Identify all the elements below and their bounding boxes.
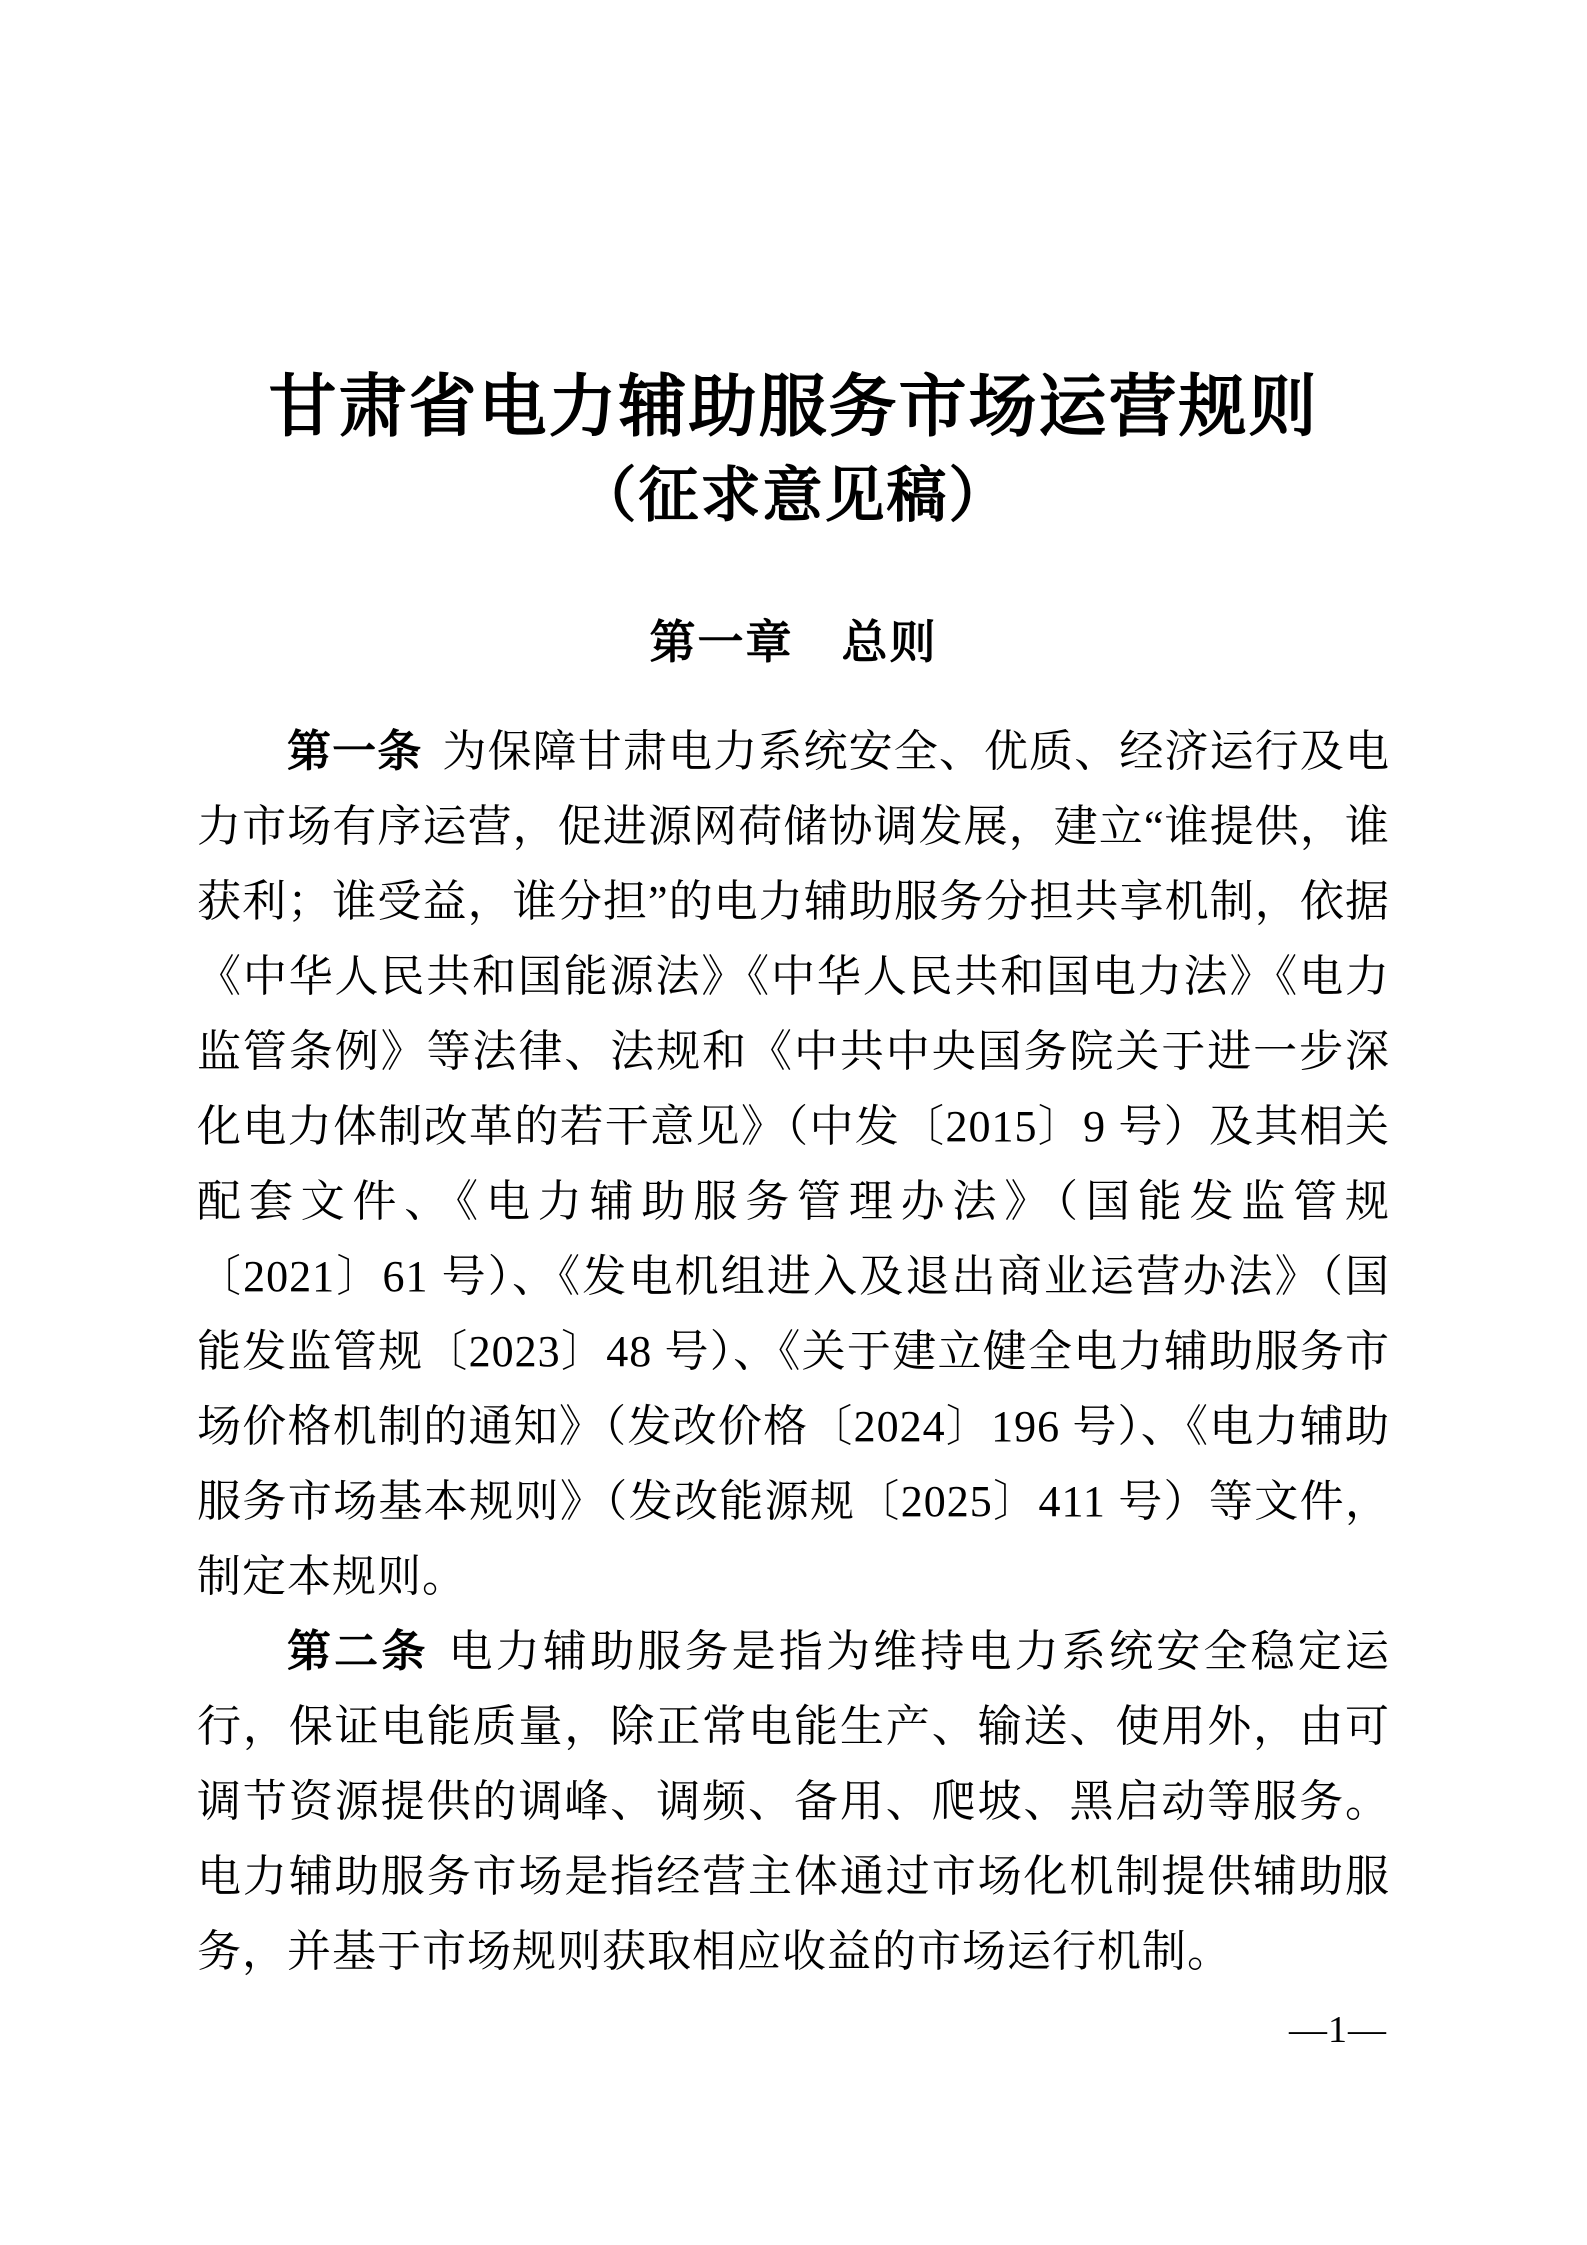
article-2-label: 第二条 xyxy=(287,1627,429,1676)
article-1-paragraph xyxy=(197,714,1390,1614)
document-title-line-1: 甘肃省电力辅助服务市场运营规则 xyxy=(268,369,1319,445)
article-2-paragraph xyxy=(197,1614,1390,1989)
article-2-text: 电力辅助服务是指为维持电力系统安全稳定运行，保证电能质量，除正常电能生产、输送、使用外，由可调节资源提供的调峰、调频、备用、爬坡、黑启动等服务。电力辅助服务市场是指经营主体通过市场化机制提供辅助服务，并基于市场规则获取相应收益的市场运行机制。 xyxy=(197,1627,1390,1976)
chapter-heading: 第一章 总则 xyxy=(649,616,938,668)
article-1-text: 为保障甘肃电力系统安全、优质、经济运行及电力市场有序运营，促进源网荷储协调发展，建立“谁提供，谁获利；谁受益，谁分担”的电力辅助服务分担共享机制，依据《中华人民共和国能源法》《中华人民共和国电力法》《电力监管条例》等法律、法规和《中共中央国务院关于进一步深化电力体制改革的若干意见》（中发〔2015〕9 号）及其相关配套文件、《电力辅助服务管理办法》（国能发监管规〔2021〕61 号）、《发电机组进入及退出商业运营办法》（国能发监管规〔2023〕48 号）、《关于建立健全电力辅助服务市场价格机制的通知》（发改价格〔2024〕196 号）、《电力辅助服务市场基本规则》（发改能源规〔2025〕411 号）等文件，制定本规则。 xyxy=(197,727,1391,1601)
document-title xyxy=(0,366,1587,540)
article-1-label: 第一条 xyxy=(287,727,423,776)
document-body xyxy=(0,714,1587,1989)
page-number: —1— xyxy=(1289,2009,1387,2051)
document-title-line-2: （征求意见稿） xyxy=(576,463,1011,529)
